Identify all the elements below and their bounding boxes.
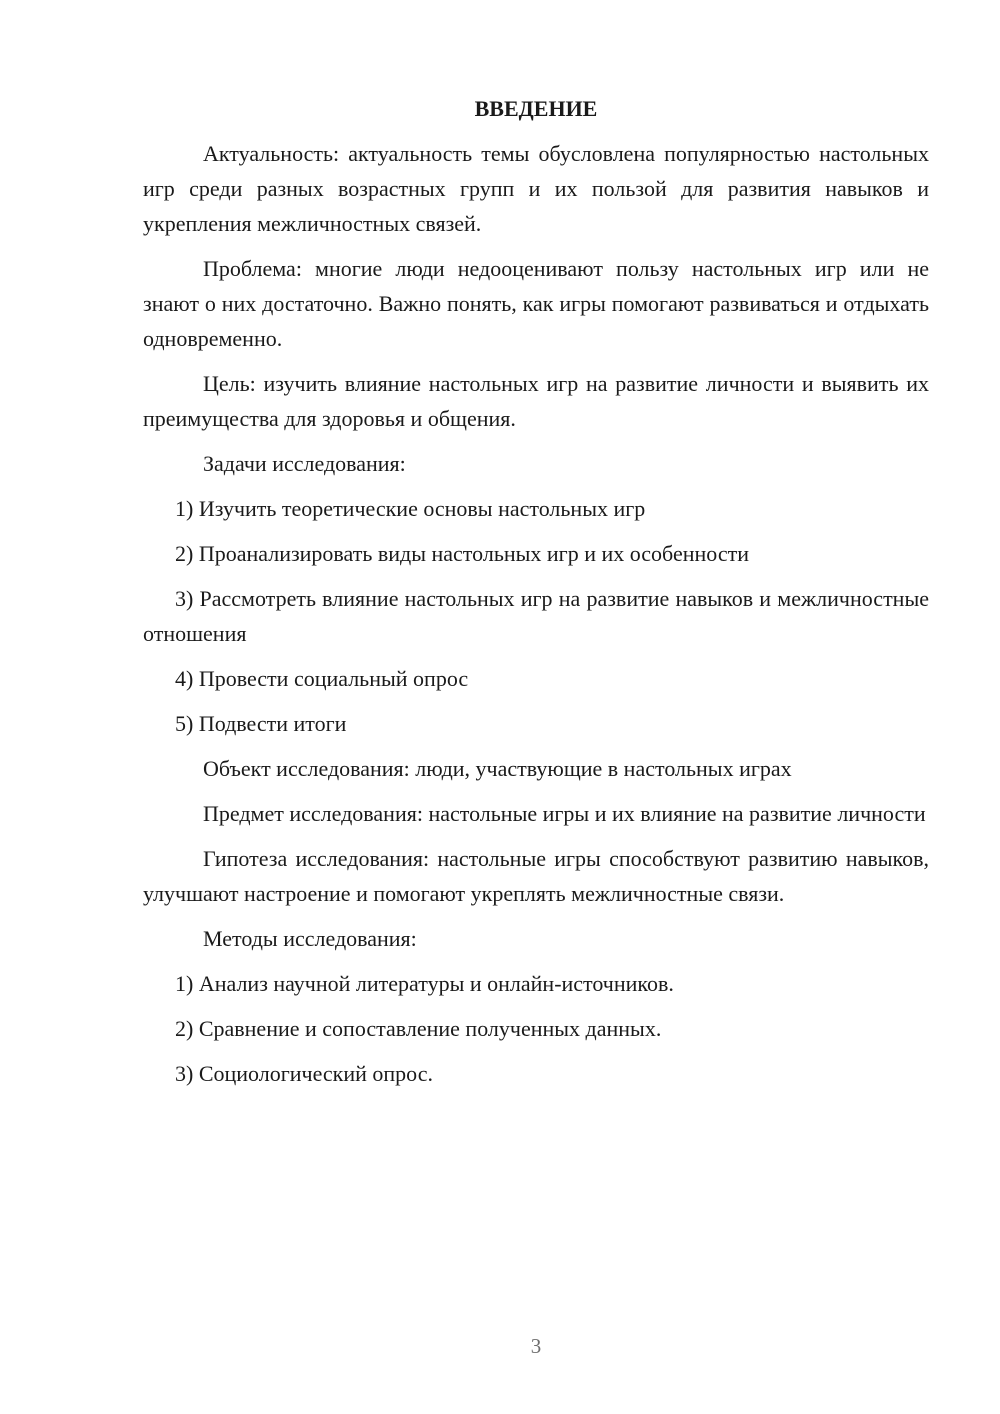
method-item: 3) Социологический опрос. [175, 1061, 433, 1086]
method-item: 2) Сравнение и сопоставление полученных данных. [175, 1016, 662, 1041]
tasks-title: Задачи исследования: [203, 451, 406, 476]
methods-title: Методы исследования: [203, 926, 417, 951]
task-item: 1) Изучить теоретические основы настольных игр [175, 496, 646, 521]
page-number: 3 [530, 1334, 542, 1358]
goal-paragraph: Цель: изучить влияние настольных игр на развитие личности и выявить их преимущества для здоровья и общения. [143, 371, 929, 431]
task-item: 5) Подвести итоги [175, 711, 347, 736]
page-content [143, 94, 929, 1101]
task-item: 2) Проанализировать виды настольных игр и их особенности [175, 541, 749, 566]
problem-paragraph: Проблема: многие люди недооценивают пользу настольных игр или не знают о них достаточно. Важно понять, как игры помогают развиваться и отдыхать одновременно. [143, 256, 929, 351]
method-item: 1) Анализ научной литературы и онлайн-источников. [175, 971, 674, 996]
task-item: 4) Провести социальный опрос [175, 666, 469, 691]
task-item: 3) Рассмотреть влияние настольных игр на развитие навыков и межличностные отношения [143, 586, 929, 646]
hypothesis-paragraph: Гипотеза исследования: настольные игры способствуют развитию навыков, улучшают настроение и помогают укреплять межличностные связи. [143, 846, 929, 906]
object-paragraph: Объект исследования: люди, участвующие в настольных играх [203, 756, 792, 781]
relevance-paragraph: Актуальность: актуальность темы обусловлена популярностью настольных игр среди разных возрастных групп и их пользой для развития навыков и укрепления межличностных связей. [143, 141, 929, 236]
section-heading: ВВЕДЕНИЕ [474, 96, 598, 121]
subject-paragraph: Предмет исследования: настольные игры и их влияние на развитие личности [203, 801, 926, 826]
